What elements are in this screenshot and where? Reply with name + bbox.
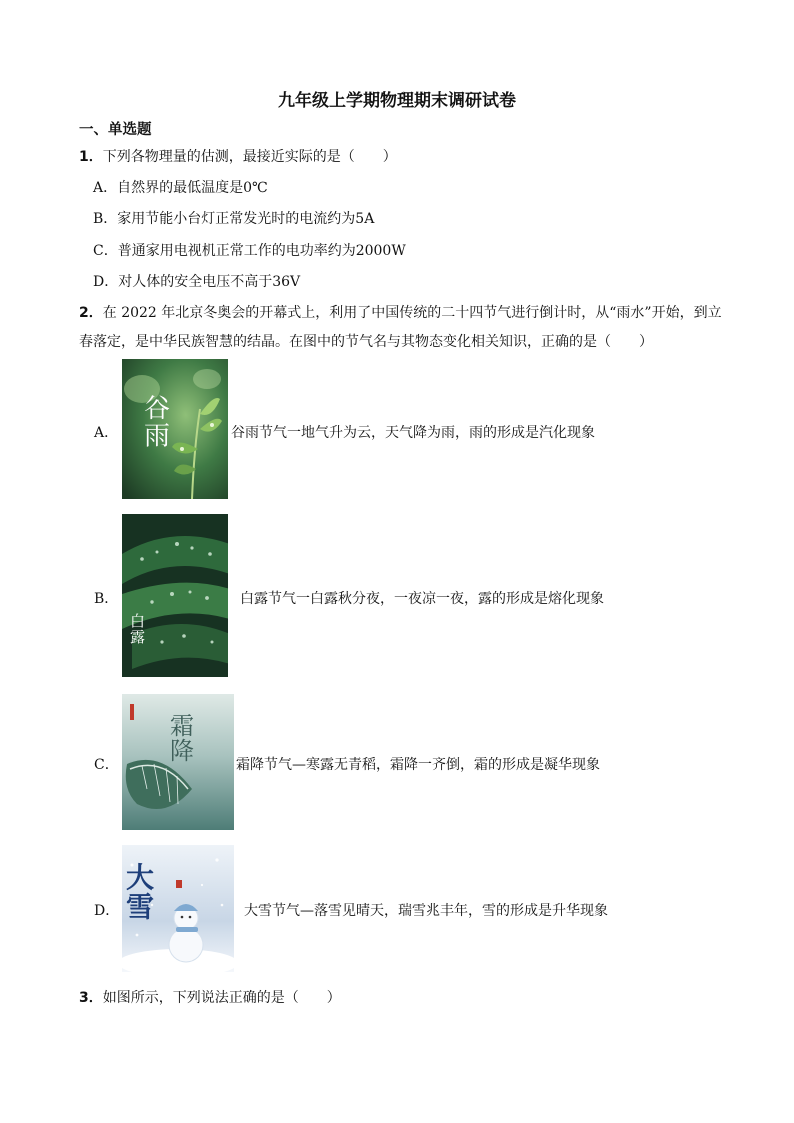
bailu-image <box>122 514 228 677</box>
question-number: 2． <box>79 305 103 321</box>
image-caption: 白露 <box>130 612 146 646</box>
q2-option-d-text: 大雪节气—落雪见晴天，瑞雪兆丰年，雪的形成是升华现象 <box>244 903 608 919</box>
q2-option-b-text: 白露节气一白露秋分夜，一夜凉一夜，露的形成是熔化现象 <box>240 591 604 607</box>
question-stem-line-1: 在 2022 年北京冬奥会的开幕式上，利用了中国传统的二十四节气进行倒计时，从“雨水”开始，到立 <box>102 305 722 321</box>
q2-option-a-label: A． <box>94 425 119 441</box>
q1-option-d: D．对人体的安全电压不高于36V <box>93 274 301 290</box>
question-1 <box>79 146 397 166</box>
question-2-stem-line-2: 春落定，是中华民族智慧的结晶。在图中的节气名与其物态变化相关知识，正确的是（ ） <box>79 334 653 350</box>
q2-option-c-label: C． <box>94 757 119 773</box>
section-heading: 一、单选题 <box>79 122 152 138</box>
guyu-image <box>122 359 228 499</box>
q1-option-c: C．普通家用电视机正常工作的电功率约为2000W <box>93 243 406 259</box>
q2-option-d-label: D． <box>94 903 120 919</box>
question-number: 1． <box>79 149 103 165</box>
q2-option-c-text: 霜降节气—寒露无青稻，霜降一齐倒，霜的形成是凝华现象 <box>236 757 600 773</box>
question-3 <box>79 987 341 1007</box>
image-caption: 谷雨 <box>144 394 171 452</box>
q2-option-b-label: B． <box>94 591 119 607</box>
shuangjiang-image <box>122 694 234 830</box>
q1-option-b: B．家用节能小台灯正常发光时的电流约为5A <box>93 211 375 227</box>
image-caption: 霜降 <box>170 712 194 766</box>
daxue-image <box>122 845 234 972</box>
q2-option-a-text: 谷雨节气一地气升为云，天气降为雨，雨的形成是汽化现象 <box>231 425 595 441</box>
question-2 <box>79 302 722 322</box>
exam-title: 九年级上学期物理期末调研试卷 <box>278 91 516 111</box>
question-stem: 下列各物理量的估测，最接近实际的是（ ） <box>102 149 397 165</box>
q1-option-a: A．自然界的最低温度是0℃ <box>93 180 268 196</box>
image-caption: 大雪 <box>126 861 155 924</box>
question-number: 3． <box>79 990 103 1006</box>
question-stem: 如图所示，下列说法正确的是（ ） <box>102 990 341 1006</box>
